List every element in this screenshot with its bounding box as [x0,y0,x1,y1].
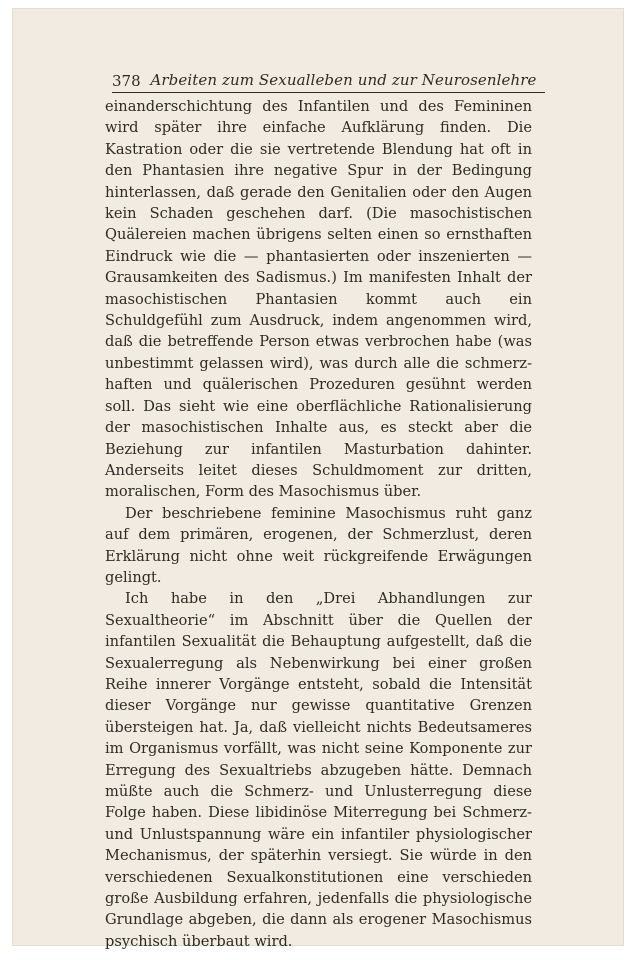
paragraph: Ich habe in den „Drei Abhandlungen zur Sexualtheorie“ im Abschnitt über die Quellen der infantilen Sexualität die Behauptung aufgestellt, daß die Sexualerregung als Nebenwirkung bei einer großen Reihe innerer Vorgänge entsteht, sobald die Intensität dieser Vorgänge nur gewisse quantitative Grenzen übersteigen hat. Ja, daß vielleicht nichts Bedeutsameres im Organismus vorfällt, was nicht seine Komponente zur Erregung des Sexualtriebs abzugeben hätte. Demnach müßte auch die Schmerz- und Unlusterregung diese Folge haben. Diese libidinöse Miterregung bei Schmerz- und Unlustspannung wäre ein infantiler physiologischer Mechanismus, der späterhin versiegt. Sie würde in den verschiedenen Sexualkonstitutionen eine verschieden große Ausbildung erfahren, jedenfalls die physiologische Grundlage abgeben, die dann als erogener Masochismus psychisch überbaut wird. [105,590,532,950]
paragraph: einanderschichtung des Infantilen und des Femininen wird später ihre einfache Aufklärung finden. Die Kastration oder die sie vertretende Blendung hat oft in den Phantasien ihre negative Spur in der Bedingung hinterlassen, daß gerade den Genitalien oder den Augen kein Schaden geschehen darf. (Die masochistischen Quälereien machen übrigens selten einen so ernsthaften Eindruck wie die — phantasierten oder inszenierten — Grausamkeiten des Sadismus.) Im manifesten Inhalt der masochistischen Phantasien kommt auch ein Schuldgefühl zum Ausdruck, indem angenommen wird, daß die betreffende Person etwas verbrochen habe (was unbestimmt gelassen wird), was durch alle die schmerzhaften und quälerischen Prozeduren gesühnt werden soll. Das sieht wie eine oberflächliche Rationalisierung der masochistischen Inhalte aus, es steckt aber die Beziehung zur infantilen Masturbation dahinter. Anderseits leitet dieses Schuldmoment zur dritten, moralischen, Form des Masochismus über. [105,98,532,501]
paragraph: Der beschriebene feminine Masochismus ruht ganz auf dem primären, erogenen, der Schmerzlust, deren Erklärung nicht ohne weit rückgreifende Erwägungen gelingt. [105,504,532,586]
body-text [105,96,532,952]
running-title: Arbeiten zum Sexualleben und zur Neurosenlehre [150,71,537,89]
page-header [112,70,545,93]
page-number: 378 [112,72,141,90]
